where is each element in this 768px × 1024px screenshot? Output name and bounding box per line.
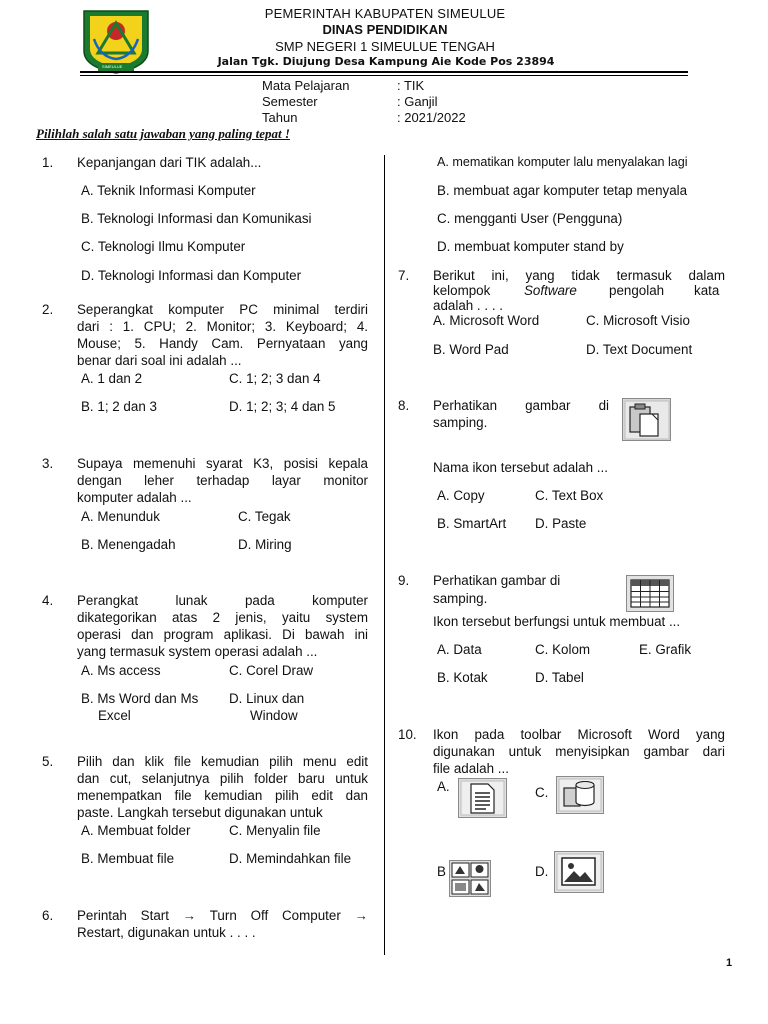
q7-option-a[interactable]: A. Microsoft Word (433, 313, 540, 328)
q7-option-b[interactable]: B. Word Pad (433, 342, 509, 357)
q4-number: 4. (42, 593, 54, 608)
q5-number: 5. (42, 754, 54, 769)
q9-option-e[interactable]: E. Grafik (639, 642, 692, 657)
q7-option-c[interactable]: C. Microsoft Visio (586, 313, 690, 328)
q7-option-d[interactable]: D. Text Document (586, 342, 693, 357)
q6-option-a[interactable]: A. mematikan komputer lalu menyalakan lagi (437, 155, 688, 169)
info-value-semester: : Ganjil (397, 94, 438, 109)
q9-option-b[interactable]: B. Kotak (437, 670, 488, 685)
q3-option-d[interactable]: D. Miring (238, 537, 292, 552)
header-government: PEMERINTAH KABUPATEN SIMEULUE (264, 6, 506, 21)
q8-number: 8. (398, 398, 410, 413)
q4-text-line: dikategorikan atas 2 jenis, yaitu system (77, 610, 368, 625)
q8-option-b[interactable]: B. SmartArt (437, 516, 507, 531)
info-value-year: : 2021/2022 (397, 110, 466, 125)
q1-option-a[interactable]: A. Teknik Informasi Komputer (81, 183, 256, 198)
page-number: 1 (726, 957, 733, 969)
q2-text-line: Seperangkat komputer PC minimal terdiri (77, 302, 368, 317)
q5-text-line: Pilih dan klik file kemudian pilih menu edit (77, 754, 368, 769)
q9-option-d[interactable]: D. Tabel (535, 670, 584, 685)
q3-text-line: Supaya memenuhi syarat K3, posisi kepala (77, 456, 368, 471)
q5-option-b[interactable]: B. Membuat file (81, 851, 175, 866)
info-label-subject: Mata Pelajaran (262, 78, 350, 93)
q7-word-pengolah: pengolah (609, 283, 665, 298)
table-icon (626, 575, 674, 612)
q7-text-line: Berikut ini, yang tidak termasuk dalam (433, 268, 725, 283)
q10-option-b-label[interactable]: B (437, 864, 446, 879)
q10-text-line: Ikon pada toolbar Microsoft Word yang (433, 727, 725, 742)
q10-text-line: file adalah ... (433, 761, 509, 776)
shapes-icon[interactable] (556, 776, 604, 814)
q1-option-c[interactable]: C. Teknologi Ilmu Komputer (81, 239, 246, 254)
q1-option-b[interactable]: B. Teknologi Informasi dan Komunikasi (81, 211, 312, 226)
q2-option-a[interactable]: A. 1 dan 2 (81, 371, 143, 386)
q4-text-line: operasi dan program aplikasi. Di bawah ini (77, 627, 368, 642)
q3-option-a[interactable]: A. Menunduk (81, 509, 160, 524)
q3-text-line: dengan leher terhadap layar monitor (77, 473, 368, 488)
q3-option-b[interactable]: B. Menengadah (81, 537, 176, 552)
q7-number: 7. (398, 268, 410, 283)
column-divider (384, 155, 385, 955)
q2-option-b[interactable]: B. 1; 2 dan 3 (81, 399, 157, 414)
q2-text-line: Mouse; 5. Handy Cam. Pernyataan yang (77, 336, 368, 351)
q1-number: 1. (42, 155, 54, 170)
q1-option-d[interactable]: D. Teknologi Informasi dan Komputer (81, 268, 302, 283)
header-school: SMP NEGERI 1 SIMEULUE TENGAH (275, 39, 495, 54)
header-rule-thin (80, 75, 688, 76)
q9-option-c[interactable]: C. Kolom (535, 642, 591, 657)
q7-word-kata: kata (694, 283, 720, 298)
info-label-semester: Semester (262, 94, 318, 109)
q9-option-a[interactable]: A. Data (437, 642, 482, 657)
q6-text-line: Perintah Start → Turn Off Computer → (77, 908, 368, 923)
q4-option-d-cont: Window (250, 708, 298, 723)
q5-text-line: menempatkan file kemudian pilih edit dan (77, 788, 368, 803)
q6-option-c[interactable]: C. mengganti User (Pengguna) (437, 211, 623, 226)
document-icon[interactable] (458, 778, 507, 818)
q4-text-line: yang termasuk system operasi adalah ... (77, 644, 318, 659)
info-value-subject: : TIK (397, 78, 425, 93)
q2-number: 2. (42, 302, 54, 317)
header-department: DINAS PENDIDIKAN (322, 22, 448, 37)
paste-icon (622, 398, 671, 441)
q9-prompt: Ikon tersebut berfungsi untuk membuat ... (433, 614, 681, 629)
q9-number: 9. (398, 573, 410, 588)
q3-number: 3. (42, 456, 54, 471)
clip-art-icon[interactable] (449, 860, 491, 897)
q6-option-d[interactable]: D. membuat komputer stand by (437, 239, 624, 254)
q6-text-line: Restart, digunakan untuk . . . . (77, 925, 256, 940)
instruction: Pilihlah salah satu jawaban yang paling tepat ! (36, 126, 290, 141)
q10-number: 10. (398, 727, 417, 742)
q2-option-c[interactable]: C. 1; 2; 3 dan 4 (229, 371, 321, 386)
header-address: Jalan Tgk. Diujung Desa Kampung Aie Kode Pos 23894 (217, 55, 555, 68)
q4-option-b[interactable]: B. Ms Word dan Ms (81, 691, 199, 706)
q3-text-line: komputer adalah ... (77, 490, 192, 505)
info-label-year: Tahun (262, 110, 298, 125)
q8-option-d[interactable]: D. Paste (535, 516, 587, 531)
q4-option-c[interactable]: C. Corel Draw (229, 663, 314, 678)
q8-prompt: Nama ikon tersebut adalah ... (433, 460, 608, 475)
q5-option-c[interactable]: C. Menyalin file (229, 823, 321, 838)
q4-option-b-cont: Excel (98, 708, 131, 723)
q10-text-line: digunakan untuk menyisipkan gambar dari (433, 744, 725, 759)
q5-text-line: dan cut, selanjutnya pilih folder baru untuk (77, 771, 368, 786)
q10-option-c-label[interactable]: C. (535, 785, 549, 800)
q5-option-a[interactable]: A. Membuat folder (81, 823, 191, 838)
q3-option-c[interactable]: C. Tegak (238, 509, 291, 524)
logo-text: SIMEULUE (102, 64, 123, 69)
q8-text-line: Perhatikan gambar di (433, 398, 609, 413)
q8-option-a[interactable]: A. Copy (437, 488, 485, 503)
q9-text-line: Perhatikan gambar di (433, 573, 561, 588)
q4-option-d[interactable]: D. Linux dan (229, 691, 305, 706)
q7-word-software: Software (524, 283, 577, 298)
q5-option-d[interactable]: D. Memindahkan file (229, 851, 352, 866)
q7-text-line: adalah . . . . (433, 298, 503, 313)
q2-text-line: benar dari soal ini adalah ... (77, 353, 242, 368)
header-rule-thick (80, 71, 688, 73)
q1-text: Kepanjangan dari TIK adalah... (77, 155, 262, 170)
q2-option-d[interactable]: D. 1; 2; 3; 4 dan 5 (229, 399, 336, 414)
q9-text-line: samping. (433, 591, 488, 606)
q10-option-a-label[interactable]: A. (437, 779, 450, 794)
q8-option-c[interactable]: C. Text Box (535, 488, 604, 503)
q6-option-b[interactable]: B. membuat agar komputer tetap menyala (437, 183, 688, 198)
q5-text-line: paste. Langkah tersebut digunakan untuk (77, 805, 323, 820)
q4-option-a[interactable]: A. Ms access (81, 663, 161, 678)
q6-number: 6. (42, 908, 54, 923)
school-logo (80, 9, 152, 75)
q8-text-line: samping. (433, 415, 488, 430)
q10-option-d-label[interactable]: D. (535, 864, 549, 879)
q7-word-kelompok: kelompok (433, 283, 491, 298)
q4-text-line: Perangkat lunak pada komputer (77, 593, 368, 608)
picture-icon[interactable] (554, 851, 604, 893)
q2-text-line: dari : 1. CPU; 2. Monitor; 3. Keyboard; 4. (77, 319, 368, 334)
